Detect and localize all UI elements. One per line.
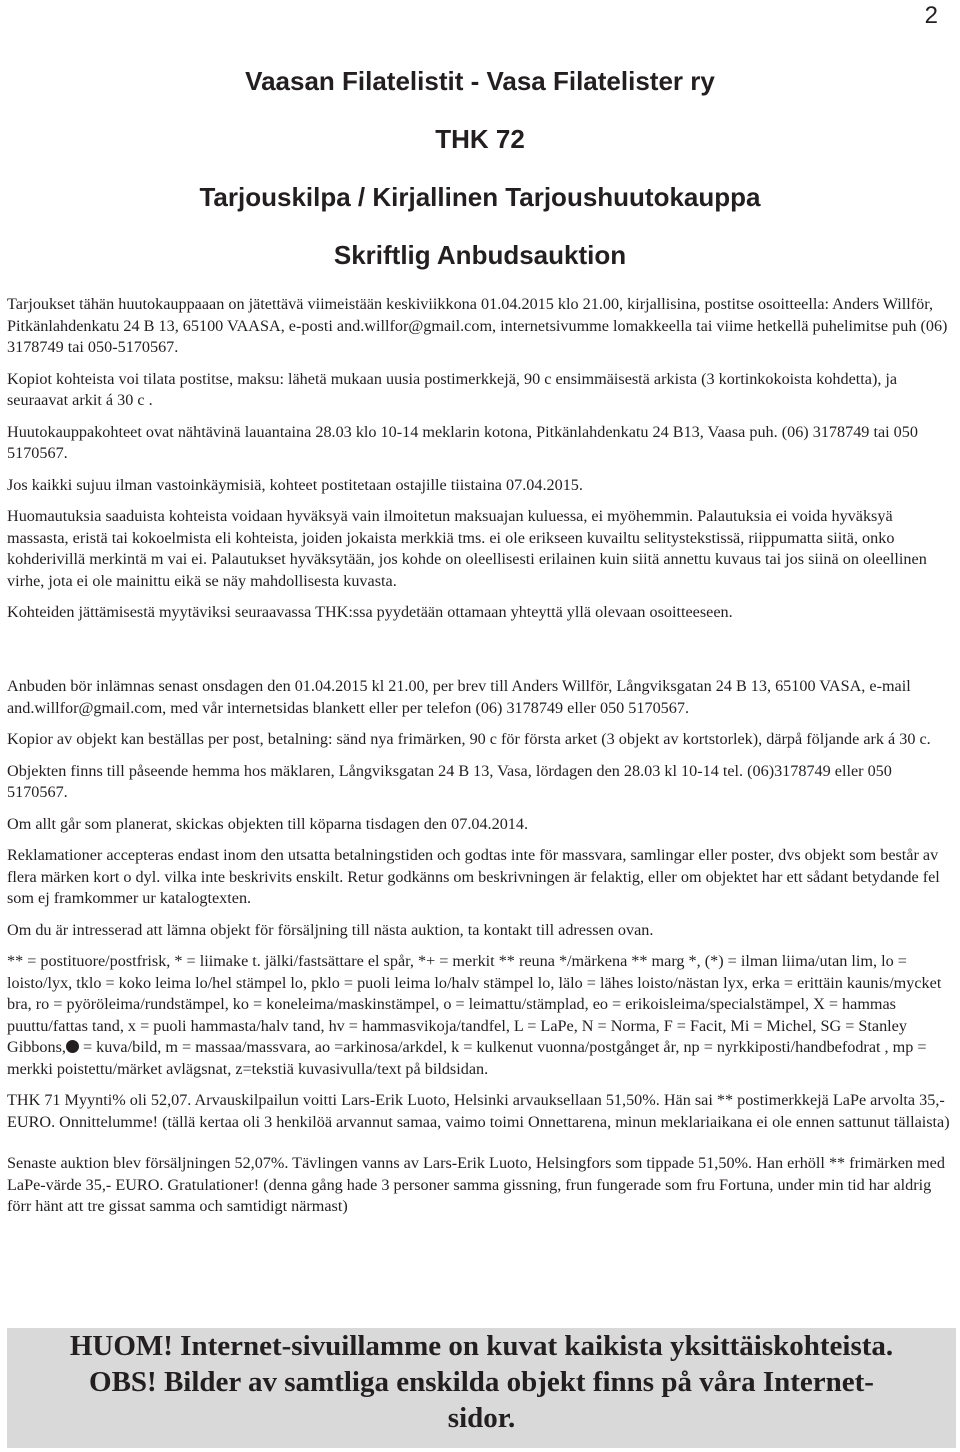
sv-viewing-paragraph: Objekten finns till påseende hemma hos mäklaren, Långviksgatan 24 B 13, Vasa, lördagen den 28.03 kl 10-14 tel. (06)3178749 eller 050 5170567. [7, 761, 892, 801]
auction-title-fi: Tarjouskilpa / Kirjallinen Tarjoushuutokauppa [199, 182, 761, 212]
abbreviations-text-2: = kuva/bild, m = massaa/massvara, ao =arkinosa/arkdel, k = kulkenut vuonna/postgånget år, np = nyrkkiposti/handbefodrat , mp = merkki poistettu/märket avlägsnat, z=tekstiä kuvasivulla/text på bildsidan. [7, 1038, 927, 1078]
result-sv-paragraph: Senaste auktion blev försäljningen 52,07%. Tävlingen vanns av Lars-Erik Luoto, Helsingfors som tippade 51,50%. Han erhöll ** frimärken med LaPe-värde 35,- EURO. Gratulationer! (denna gång hade 3 personer samma gissning, frun fungerade som fru Fortuna, under min tid har aldrig förr hänt att tre gissat samma och samtidigt närmast) [7, 1154, 945, 1215]
fi-viewing-paragraph: Huutokauppakohteet ovat nähtävinä lauantaina 28.03 klo 10-14 meklarin kotona, Pitkänlahdenkatu 24 B13, Vaasa puh. (06) 3178749 tai 050 5170567. [7, 422, 918, 462]
sv-shipping-paragraph: Om allt går som planerat, skickas objekten till köparna tisdagen den 07.04.2014. [7, 814, 529, 833]
abbreviations-paragraph [7, 951, 955, 1080]
swedish-terms [7, 676, 955, 1228]
auction-title-sv: Skriftlig Anbudsauktion [333, 240, 627, 270]
filled-circle-icon [66, 1040, 79, 1053]
page-number-text: 2 [924, 2, 938, 29]
fi-consignment-paragraph: Kohteiden jättämisestä myytäviksi seuraavassa THK:ssa pyydetään ottamaan yhteyttä yllä olevaan osoitteeseen. [7, 603, 733, 621]
sv-copies-paragraph: Kopior av objekt kan beställas per post, betalning: sänd nya frimärken, 90 c för första arket (3 objekt av kortstorlek), därpå följande ark á 30 c. [7, 730, 931, 748]
internet-notice-box [7, 1328, 956, 1448]
notice-line-fi: HUOM! Internet-sivuillamme on kuvat kaikista yksittäiskohteista. [69, 1330, 894, 1362]
fi-complaints-paragraph: Huomautuksia saaduista kohteista voidaan hyväksyä vain ilmoitetun maksuajan kuluessa, ei myöhemmin. Palautuksia ei voida hyväksyä massasta, eristä tai kokoelmista eli kohteista, joiden jokaista merkkiä tms. ei ole erikseen kuvailtu selitystekstissä, riippumatta siitä, onko kohderivillä merkintä m vai ei. Palautukset hyväksytään, jos kohde on oleellisesti erilainen kuin siitä annettu kuvaus tai jos siinä on oleellinen virhe, jota ei ole mainittu eikä se näy mahdollisesta kuvasta. [7, 507, 927, 590]
sv-complaints-paragraph: Reklamationer accepteras endast inom den utsatta betalningstiden och godtas inte för massvara, samlingar eller poster, dvs objekt som består av flera märken kort o dyl. vilka inte beskrivits enskilt. Retur godkänns om beskrivningen är felaktig, eller om objektet har ett sådant betydande fel som ej framkommer ur katalogtexten. [7, 846, 940, 907]
abbreviations-text-1: ** = postituore/postfrisk, * = liimake t. jälki/fastsättare el spår, *+ = merkit ** reuna */märkena ** marg *, (*) = ilman liima/utan lim, lo = loisto/lyx, tklo = koko leima lo/hel stämpel lo, pklo = puoli leima lo/halv stämpel lo, lälo = lähes loisto/nästan lyx, erka = erittäin kaunis/mycket bra, ro = pyöröleima/rundstämpel, ko = koneleima/maskinstämpel, o = leimattu/stämplad, eo = erikoisleima/specialstämpel, X = hammas puuttu/fattas tand, x = puoli hammasta/halv tand, hv = hammasvikoja/tandfel, L = LaPe, N = Norma, F = Facit, Mi = Michel, SG = Stanley Gibbons, [7, 952, 942, 1056]
finnish-terms [7, 294, 955, 634]
fi-copies-paragraph: Kopiot kohteista voi tilata postitse, maksu: lähetä mukaan uusia postimerkkejä, 90 c ensimmäisestä arkista (3 kortinkokoista kohdetta), ja seuraavat arkit á 30 c . [7, 369, 898, 409]
club-title: Vaasan Filatelistit - Vasa Filatelister ry [245, 66, 715, 96]
auction-number: THK 72 [435, 124, 525, 154]
notice-line-sv-end: sidor. [447, 1402, 516, 1434]
notice-line-sv: OBS! Bilder av samtliga enskilda objekt finns på våra Internet- [89, 1366, 874, 1398]
fi-shipping-paragraph: Jos kaikki sujuu ilman vastoinkäymisiä, kohteet postitetaan ostajille tiistaina 07.04.2015. [7, 475, 583, 494]
sv-deadline-paragraph: Anbuden bör inlämnas senast onsdagen den 01.04.2015 kl 21.00, per brev till Anders Willför, Långviksgatan 24 B 13, 65100 VASA, e-mail and.willfor@gmail.com, med vår internetsidas blankett eller per telefon (06) 3178749 eller 050 5170567. [7, 677, 911, 717]
fi-deadline-paragraph: Tarjoukset tähän huutokauppaaan on jätettävä viimeistään keskiviikkona 01.04.2015 klo 21.00, kirjallisina, postitse osoitteella: Anders Willför, Pitkänlahdenkatu 24 B 13, 65100 VAASA, e-posti and.willfor@gmail.com, internetsivumme lomakkeella tai viime hetkellä puhelimitse puh (06) 3178749 tai 050-5170567. [7, 295, 948, 356]
result-fi-paragraph: THK 71 Myynti% oli 52,07. Arvauskilpailun voitti Lars-Erik Luoto, Helsinki arvauksellaan 51,50%. Hän sai ** postimerkkejä LaPe arvolta 35,- EURO. Onnittelumme! (tällä kertaa oli 3 henkilöä arvannut samaa, vaimo toimi Onnettarena, minun meklariaikana ei ole ennen sattunut tällaista) [7, 1091, 950, 1131]
sv-consignment-paragraph: Om du är intresserad att lämna objekt för försäljning till nästa auktion, ta kontakt till adressen ovan. [7, 920, 654, 939]
